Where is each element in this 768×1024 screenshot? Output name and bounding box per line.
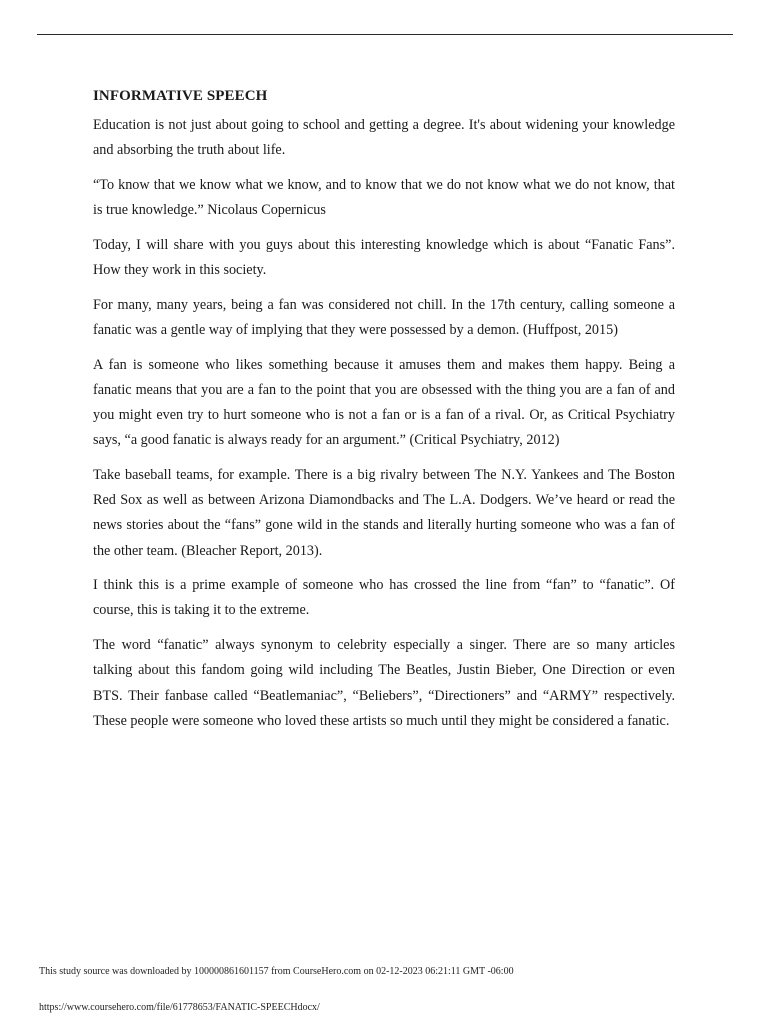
paragraph-fan-definition: A fan is someone who likes something because it amuses them and makes them happy. Being a fanatic means that you are a fan to the point that you are obsessed with the thing you are a fan of and you might even try to hurt someone who is not a fan or is a fan of a rival. Or, as Critical Psychiatry says, “a good fanatic is always ready for an argument.” (Critical Psychiatry, 2012) <box>93 356 675 449</box>
document-title: INFORMATIVE SPEECH <box>93 88 268 104</box>
download-notice: This study source was downloaded by 100000861601157 from CourseHero.com on 02-12-2023 06:21:11 GMT -06:00 <box>39 966 514 977</box>
source-url-link[interactable]: https://www.coursehero.com/file/61778653/FANATIC-SPEECHdocx/ <box>39 1002 320 1013</box>
document-body <box>93 84 675 743</box>
paragraph-crossing-line: I think this is a prime example of someone who has crossed the line from “fan” to “fanatic”. Of course, this is taking it to the extreme. <box>93 577 675 619</box>
top-divider <box>37 34 733 35</box>
paragraph-copernicus-quote: “To know that we know what we know, and to know that we do not know what we do not know, that is true knowledge.” Nicolaus Copernicus <box>93 176 675 219</box>
paragraph-baseball-example: Take baseball teams, for example. There is a big rivalry between The N.Y. Yankees and The Boston Red Sox as well as between Arizona Diamondbacks and The L.A. Dodgers. We’ve heard or read the news stories about the “fans” gone wild in the stands and literally hurting someone who was a fan of the other team. (Bleacher Report, 2013). <box>93 466 675 559</box>
paragraph-history: For many, many years, being a fan was considered not chill. In the 17th century, calling someone a fanatic was a gentle way of implying that they were possessed by a demon. (Huffpost, 2015) <box>93 296 675 338</box>
paragraph-introduction: Today, I will share with you guys about this interesting knowledge which is about “Fanatic Fans”. How they work in this society. <box>93 236 675 279</box>
paragraph-celebrity-fandom: The word “fanatic” always synonym to celebrity especially a singer. There are so many articles talking about this fandom going wild including The Beatles, Justin Bieber, One Direction or even BTS. Their fanbase called “Beatlemaniac”, “Beliebers”, “Directioners” and “ARMY” respectively. These people were someone who loved these artists so much until they might be considered a fanatic. <box>93 637 675 729</box>
paragraph-education: Education is not just about going to school and getting a degree. It's about widening your knowledge and absorbing the truth about life. <box>93 117 675 159</box>
